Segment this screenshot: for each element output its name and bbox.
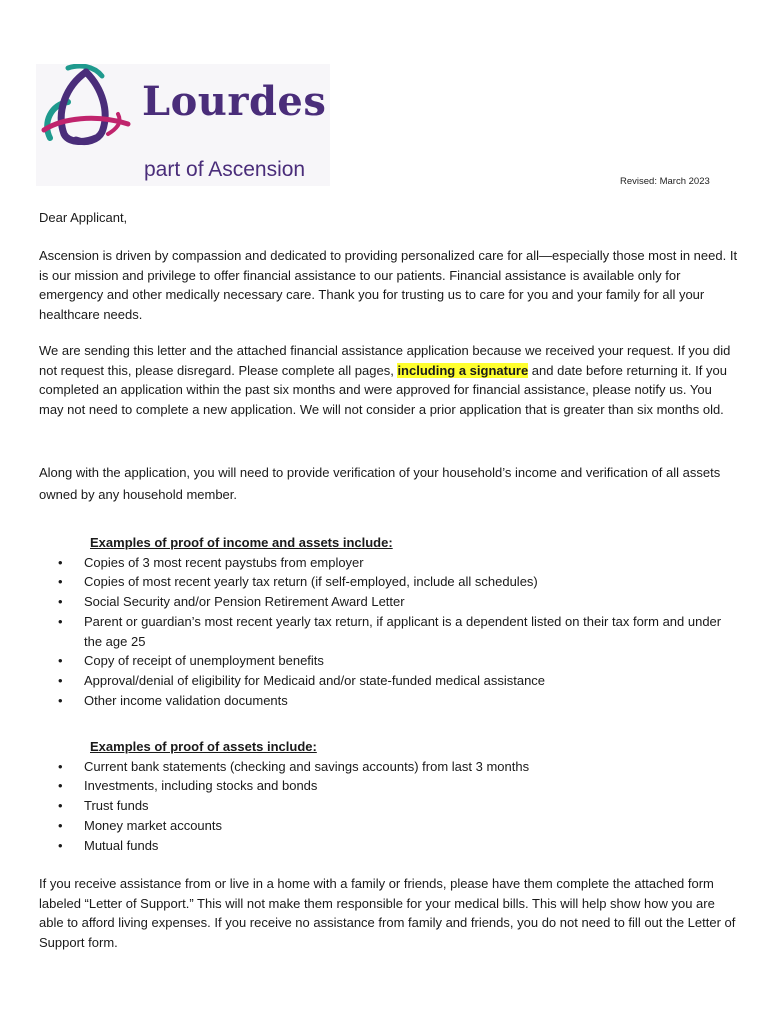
verification-paragraph-text: Along with the application, you will need to provide verification of your household’s income and verification of all assets owned by any household member.: [39, 465, 721, 502]
request-paragraph-text: [39, 341, 739, 419]
list-item: • Copy of receipt of unemployment benefits: [39, 651, 739, 671]
request-text-before: We are sending this letter and the attached financial assistance application because we received your request. If you did not request this, please disregard. Please complete all pages,: [39, 343, 731, 378]
assets-proof-section: [39, 737, 739, 855]
salutation: [39, 208, 739, 228]
list-item: • Copies of 3 most recent paystubs from employer: [39, 553, 739, 573]
logo-tagline: part of Ascension: [144, 158, 306, 181]
request-paragraph: [39, 341, 739, 419]
verification-paragraph: [39, 462, 739, 506]
list-item: • Trust funds: [39, 796, 739, 816]
list-item: • Investments, including stocks and bonds: [39, 776, 739, 796]
list-item: • Approval/denial of eligibility for Medicaid and/or state-funded medical assistance: [39, 671, 739, 691]
intro-paragraph-text: Ascension is driven by compassion and dedicated to providing personalized care for all—especially those most in need. It is our mission and privilege to offer financial assistance to our patients. Financial assistance is available only for emergency and other medically necessary care. Thank you for trusting us to care for you and your family for all your healthcare needs.: [39, 248, 738, 322]
revised-date: Revised: March 2023: [620, 176, 710, 187]
letter-of-support-text: If you receive assistance from or live in a home with a family or friends, please have them complete the attached form labeled “Letter of Support.” This will not make them responsible for your medical bills. This will help show how you are able to afford living expenses. If you receive no assistance from family and friends, you do not need to fill out the Letter of Support form.: [39, 876, 736, 950]
trinity-knot-logo-icon: [38, 64, 134, 148]
list-item: • Other income validation documents: [39, 691, 739, 711]
request-text-after: and date before returning it. If you completed an application within the past six months and were approved for financial assistance, please notify us. You may not need to complete a new application. We will not consider a prior application that is greater than six months old.: [39, 362, 727, 417]
list-item: • Copies of most recent yearly tax return (if self-employed, include all schedules): [39, 572, 739, 592]
logo-name: Lourdes: [142, 78, 327, 125]
list-item: • Current bank statements (checking and savings accounts) from last 3 months: [39, 757, 739, 777]
list-item: • Money market accounts: [39, 816, 739, 836]
income-proof-section: [39, 533, 739, 710]
list-item: • Parent or guardian’s most recent yearly tax return, if applicant is a dependent listed on their tax form and under the age 25: [39, 612, 739, 651]
lourdes-logo: [36, 64, 330, 186]
assets-proof-list: [39, 757, 739, 856]
list-item: • Social Security and/or Pension Retirement Award Letter: [39, 592, 739, 612]
list-item: • Mutual funds: [39, 836, 739, 856]
signature-highlight: including a signature: [397, 362, 529, 378]
assets-proof-heading: Examples of proof of assets include:: [90, 739, 317, 754]
intro-paragraph: [39, 246, 739, 324]
income-proof-list: [39, 553, 739, 711]
income-proof-heading: Examples of proof of income and assets include:: [90, 535, 393, 550]
letter-of-support-paragraph: [39, 874, 739, 952]
salutation-text: Dear Applicant,: [39, 210, 128, 225]
